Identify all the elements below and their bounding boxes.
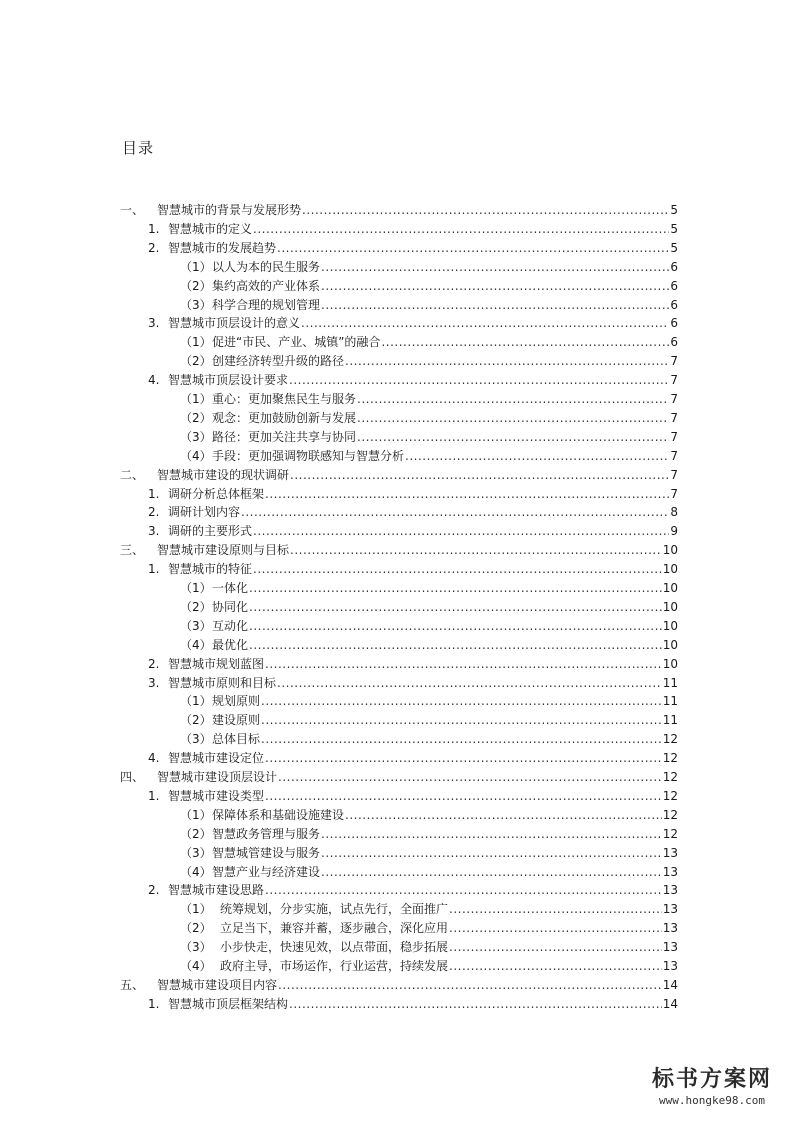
toc-entry-title: 观念：更加鼓励创新与发展	[212, 410, 357, 425]
toc-entry-number: 1.	[148, 486, 160, 501]
toc-entry-title: 智慧城市顶层设计的意义	[168, 316, 301, 331]
toc-entry-number: （3）	[180, 940, 212, 955]
toc-leader-dots	[277, 239, 669, 258]
toc-entry[interactable]	[180, 333, 678, 352]
toc-entry[interactable]	[180, 863, 678, 882]
toc-entry[interactable]	[148, 560, 678, 579]
toc-entry-number: （3）	[180, 429, 212, 444]
toc-leader-dots	[302, 201, 669, 220]
toc-entry[interactable]	[180, 277, 678, 296]
toc-entry-number: 一、	[120, 203, 145, 217]
toc-entry[interactable]	[148, 220, 678, 239]
toc-entry-title: 建设原则	[212, 713, 261, 728]
toc-entry-title: 智慧城市的发展趋势	[168, 240, 277, 255]
toc-entry-number: 3.	[148, 316, 160, 331]
toc-entry-title: 路径：更加关注共享与协同	[212, 429, 357, 444]
toc-entry[interactable]	[180, 938, 678, 957]
toc-entry[interactable]	[148, 655, 678, 674]
toc-leader-dots	[253, 220, 669, 239]
toc-entry[interactable]	[148, 371, 678, 390]
toc-entry-page-number: 7	[670, 354, 678, 369]
toc-entry-title: 保障体系和基础设施建设	[212, 807, 345, 822]
toc-entry-title: 调研的主要形式	[168, 524, 253, 539]
toc-entry[interactable]	[120, 201, 678, 220]
toc-entry-page-number: 6	[670, 335, 678, 350]
toc-entry-title: 智慧城市的定义	[168, 221, 253, 236]
toc-entry-title: 规划原则	[212, 694, 261, 709]
toc-entry-title: 创建经济转型升级的路径	[212, 354, 345, 369]
toc-entry-page-number: 13	[662, 902, 678, 917]
toc-leader-dots	[321, 277, 669, 296]
toc-entry-page-number: 7	[670, 410, 678, 425]
toc-entry-title: 智慧城市建设项目内容	[157, 977, 278, 992]
watermark-logo	[637, 1066, 787, 1108]
toc-leader-dots	[261, 730, 662, 749]
toc-entry-title: 智慧城管建设与服务	[212, 845, 321, 860]
toc-entry-number: （3）	[180, 845, 212, 860]
toc-entry-number: 4.	[148, 751, 160, 766]
toc-entry[interactable]	[120, 768, 678, 787]
toc-entry[interactable]	[148, 503, 678, 522]
toc-entry-number: （4）	[180, 959, 212, 973]
toc-entry[interactable]	[120, 976, 678, 995]
toc-entry-number: （2）	[180, 599, 212, 614]
toc-entry-title: 智慧城市建设思路	[168, 883, 265, 898]
toc-leader-dots	[278, 768, 662, 787]
toc-entry-number: 2.	[148, 883, 160, 898]
toc-entry-number: （1）	[180, 807, 212, 822]
toc-entry-number: （2）	[180, 354, 212, 369]
toc-entry-page-number: 11	[662, 675, 678, 690]
toc-entry[interactable]	[180, 711, 678, 730]
toc-leader-dots	[301, 314, 669, 333]
toc-entry-page-number: 6	[670, 278, 678, 293]
toc-entry-title: 集约高效的产业体系	[212, 278, 321, 293]
toc-entry-title: 智慧城市建设原则与目标	[157, 543, 290, 558]
toc-entry-number: 4.	[148, 373, 160, 388]
toc-leader-dots	[405, 447, 669, 466]
toc-entry-title: 一体化	[212, 581, 249, 595]
toc-leader-dots	[321, 258, 669, 277]
toc-entry-title: 智慧城市规划蓝图	[168, 656, 265, 671]
toc-entry-title: 立足当下，兼容并蓄，逐步融合，深化应用	[220, 921, 449, 936]
toc-entry-title: 重心：更加聚焦民生与服务	[212, 392, 357, 406]
toc-entry-page-number: 5	[670, 240, 678, 255]
toc-entry-number: （1）	[180, 902, 212, 917]
toc-entry-title: 智慧城市顶层框架结构	[168, 996, 289, 1011]
toc-entry[interactable]	[180, 409, 678, 428]
toc-entry-number: 五、	[120, 977, 145, 992]
toc-entry-number: 1.	[148, 996, 160, 1011]
toc-entry-title: 以人为本的民生服务	[212, 259, 321, 274]
toc-entry-title: 最优化	[212, 637, 249, 652]
toc-entry-page-number: 12	[662, 788, 678, 803]
toc-leader-dots	[253, 522, 669, 541]
toc-entry-page-number: 13	[662, 959, 678, 973]
toc-entry[interactable]	[120, 541, 678, 560]
toc-entry-title: 智慧产业与经济建设	[212, 864, 321, 879]
toc-leader-dots	[277, 674, 662, 693]
toc-leader-dots	[381, 333, 669, 352]
toc-entry-page-number: 11	[662, 713, 678, 728]
toc-entry-page-number: 13	[662, 921, 678, 936]
toc-leader-dots	[449, 900, 662, 919]
toc-entry-number: 2.	[148, 656, 160, 671]
toc-leader-dots	[278, 976, 662, 995]
toc-entry-title: 互动化	[212, 618, 249, 633]
toc-entry[interactable]	[148, 881, 678, 900]
toc-entry-title: 协同化	[212, 599, 249, 614]
toc-entry-number: 3.	[148, 675, 160, 690]
toc-entry-page-number: 5	[670, 203, 678, 217]
toc-leader-dots	[265, 485, 669, 504]
toc-leader-dots	[289, 995, 662, 1014]
toc-entry-number: （4）	[180, 448, 212, 463]
toc-entry-page-number: 10	[662, 618, 678, 633]
toc-entry[interactable]	[120, 466, 678, 485]
toc-entry[interactable]	[180, 900, 678, 919]
toc-entry-title: 手段：更加强调物联感知与智慧分析	[212, 448, 405, 463]
toc-entry[interactable]	[180, 825, 678, 844]
toc-entry-title: 智慧城市建设顶层设计	[157, 770, 278, 784]
toc-entry-number: 1.	[148, 788, 160, 803]
toc-leader-dots	[345, 806, 662, 825]
toc-entry[interactable]	[180, 957, 678, 976]
toc-entry-title: 智慧城市顶层设计要求	[168, 373, 289, 388]
toc-entry-page-number: 10	[662, 656, 678, 671]
toc-entry[interactable]	[148, 239, 678, 258]
toc-entry-title: 智慧城市建设类型	[168, 788, 265, 803]
toc-entry[interactable]	[148, 749, 678, 768]
toc-entry-page-number: 7	[670, 448, 678, 463]
toc-entry-page-number: 14	[662, 977, 678, 992]
toc-entry-title: 智慧城市原则和目标	[168, 675, 277, 690]
toc-entry-page-number: 9	[670, 524, 678, 539]
toc-entry-page-number: 6	[670, 316, 678, 331]
toc-leader-dots	[321, 825, 662, 844]
toc-entry[interactable]	[180, 919, 678, 938]
toc-entry-number: 2.	[148, 240, 160, 255]
toc-leader-dots	[449, 957, 662, 976]
toc-leader-dots	[265, 749, 662, 768]
toc-leader-dots	[290, 541, 662, 560]
toc-entry-page-number: 12	[662, 807, 678, 822]
toc-entry-number: （2）	[180, 713, 212, 728]
toc-leader-dots	[321, 296, 669, 315]
toc-entry[interactable]	[180, 579, 678, 598]
toc-entry-number: 2.	[148, 505, 160, 520]
toc-entry-page-number: 7	[670, 467, 678, 482]
toc-entry-title: 调研计划内容	[168, 505, 241, 520]
toc-entry-page-number: 13	[662, 940, 678, 955]
toc-leader-dots	[265, 655, 662, 674]
toc-entry-page-number: 13	[662, 845, 678, 860]
toc-entry-number: （2）	[180, 278, 212, 293]
toc-entry[interactable]	[180, 598, 678, 617]
toc-entry[interactable]	[180, 730, 678, 749]
toc-entry-number: （1）	[180, 259, 212, 274]
toc-leader-dots	[290, 466, 669, 485]
toc-entry-page-number: 7	[670, 373, 678, 388]
toc-entry-title: 智慧城市建设的现状调研	[157, 467, 290, 482]
toc-entry-page-number: 6	[670, 259, 678, 274]
toc-entry-number: 1.	[148, 221, 160, 236]
toc-entry-title: 统筹规划，分步实施，试点先行，全面推广	[220, 902, 449, 917]
toc-entry[interactable]	[148, 787, 678, 806]
toc-entry-page-number: 10	[662, 562, 678, 577]
toc-entry-page-number: 14	[662, 996, 678, 1011]
toc-entry[interactable]	[180, 352, 678, 371]
toc-leader-dots	[265, 787, 662, 806]
toc-entry-number: （4）	[180, 637, 212, 652]
toc-entry-page-number: 8	[670, 505, 678, 520]
toc-entry[interactable]	[180, 636, 678, 655]
toc-entry-title: 智慧城市的特征	[168, 562, 253, 577]
toc-entry-page-number: 7	[670, 486, 678, 501]
toc-leader-dots	[357, 409, 669, 428]
toc-entry-page-number: 10	[662, 581, 678, 595]
toc-leader-dots	[249, 636, 662, 655]
toc-entry-title: 智慧城市建设定位	[168, 751, 265, 766]
toc-entry-number: 四、	[120, 770, 145, 784]
toc-entry-title: 小步快走，快速见效，以点带面，稳步拓展	[220, 940, 449, 955]
toc-entry-number: （3）	[180, 618, 212, 633]
toc-entry[interactable]	[180, 447, 678, 466]
toc-entry[interactable]	[148, 674, 678, 693]
toc-entry-number: （1）	[180, 694, 212, 709]
toc-leader-dots	[241, 503, 669, 522]
toc-entry-page-number: 10	[662, 599, 678, 614]
toc-entry-page-number: 12	[662, 732, 678, 747]
toc-leader-dots	[357, 428, 669, 447]
toc-entry-number: （1）	[180, 581, 212, 595]
toc-entry[interactable]	[148, 485, 678, 504]
toc-entry-page-number: 7	[670, 392, 678, 406]
toc-entry-number: （3）	[180, 732, 212, 747]
toc-entry-page-number: 12	[662, 770, 678, 784]
toc-leader-dots	[289, 371, 669, 390]
toc-entry-title: 调研分析总体框架	[168, 486, 265, 501]
toc-leader-dots	[449, 919, 662, 938]
toc-entry-title: 智慧城市的背景与发展形势	[157, 203, 302, 217]
toc-entry-title: 智慧政务管理与服务	[212, 826, 321, 841]
toc-entry[interactable]	[180, 692, 678, 711]
toc-entry-number: （1）	[180, 335, 212, 350]
toc-entry-page-number: 6	[670, 297, 678, 312]
toc-entry[interactable]	[180, 428, 678, 447]
toc-leader-dots	[261, 692, 662, 711]
toc-leader-dots	[249, 579, 662, 598]
toc-entry[interactable]	[148, 314, 678, 333]
toc-entry-page-number: 10	[662, 543, 678, 558]
toc-leader-dots	[345, 352, 669, 371]
toc-entry-title: 促进“市民、产业、城镇”的融合	[212, 335, 381, 350]
toc-leader-dots	[249, 598, 662, 617]
toc-entry[interactable]	[148, 522, 678, 541]
toc-leader-dots	[449, 938, 662, 957]
toc-entry-page-number: 5	[670, 221, 678, 236]
toc-entry[interactable]	[148, 995, 678, 1014]
toc-entry-page-number: 12	[662, 751, 678, 766]
toc-entry-number: 三、	[120, 543, 145, 558]
toc-leader-dots	[357, 390, 669, 409]
toc-entry-number: （2）	[180, 826, 212, 841]
toc-entry[interactable]	[180, 296, 678, 315]
toc-leader-dots	[265, 881, 662, 900]
toc-entry-number: （1）	[180, 392, 212, 406]
toc-leader-dots	[253, 560, 662, 579]
toc-entry[interactable]	[180, 844, 678, 863]
toc-entry-page-number: 13	[662, 883, 678, 898]
toc-entry-number: 二、	[120, 467, 145, 482]
toc-entry[interactable]	[180, 258, 678, 277]
toc-leader-dots	[321, 844, 662, 863]
toc-entry-number: （2）	[180, 410, 212, 425]
toc-entry-page-number: 11	[662, 694, 678, 709]
watermark-name: 标书方案网	[651, 1067, 772, 1092]
toc-entry-page-number: 13	[662, 864, 678, 879]
toc-leader-dots	[321, 863, 662, 882]
toc-entry-page-number: 12	[662, 826, 678, 841]
toc-entry[interactable]	[180, 806, 678, 825]
toc-leader-dots	[249, 617, 662, 636]
toc-entry-number: 1.	[148, 562, 160, 577]
toc-entry-number: （2）	[180, 921, 212, 936]
page-title: 目录	[122, 139, 155, 157]
toc-entry-number: （3）	[180, 297, 212, 312]
toc-entry-title: 政府主导，市场运作，行业运营，持续发展	[220, 959, 449, 973]
toc-entry-number: （4）	[180, 864, 212, 879]
toc-entry-title: 科学合理的规划管理	[212, 297, 321, 312]
toc-entry-number: 3.	[148, 524, 160, 539]
toc-leader-dots	[261, 711, 662, 730]
toc-entry-page-number: 7	[670, 429, 678, 444]
watermark-url: www.hongke98.com	[659, 1094, 765, 1107]
toc-entry-title: 总体目标	[212, 732, 261, 747]
toc-entry[interactable]	[180, 390, 678, 409]
toc-entry-page-number: 10	[662, 637, 678, 652]
toc-entry[interactable]	[180, 617, 678, 636]
